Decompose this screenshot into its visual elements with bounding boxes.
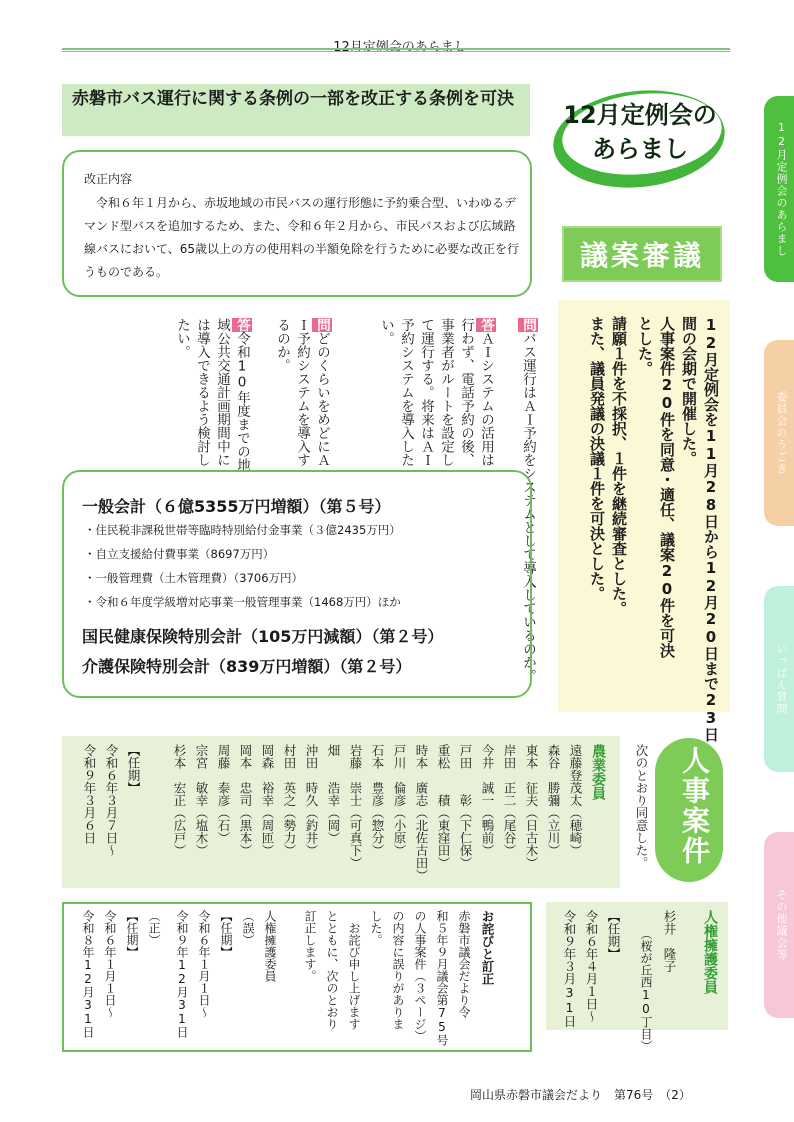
jinji-intro: 次のとおり同意した。 [634,744,649,869]
tab-teireikai[interactable]: 12月定例会のあらまし [764,96,794,282]
budget-nhi: 国民健康保険特別会計（105万円減額）（第２号） [82,627,444,646]
qa-question-1: 問バス運行はＡＩ予約をシステムとして導入しているのか。 [520,318,536,683]
correction-line: （正） [147,910,161,946]
nogyo-member: 杉本 宏正（広戸） [172,744,187,857]
nogyo-term-start: 令和６年３月７日～ [104,744,119,857]
correction-line: とともに、次のとおり [325,910,339,1030]
budget-item: ・一般管理費（土木管理費）（3706万円） [84,571,304,585]
correction-line: の人事案件（３ページ） [413,910,427,1042]
jinji-label: 人事案件 [678,746,711,866]
budget-item: ・自立支援給付費事業（8697万円） [84,547,275,561]
nogyo-member: 岡本 忠司（黒本） [238,744,253,857]
correction-line: 訂正します。 [303,910,317,982]
nogyo-term-end: 令和９年３月６日 [82,744,97,844]
header-rule-thin [62,51,730,52]
question-tag: 問 [314,318,330,332]
question-tag: 問 [520,318,536,332]
summary-line: また、議員発議の決議１件を可決とした。 [588,316,606,601]
nogyo-member: 石本 豊彦（惣分） [370,744,385,857]
correction-line: の内容に誤りがありま [391,910,405,1030]
summary-line: 間の会期で開催した。 [680,316,698,466]
ordinance-title: 赤磐市バス運行に関する条例の一部を改正する条例を可決 [72,89,514,109]
nogyo-member: 今井 誠一（鴨前） [480,744,495,857]
nogyo-member: 重松 積（東窪田） [436,744,451,869]
nogyo-member: 時本 廣志（北佐古田） [414,744,429,882]
correction-line: 赤磐市議会だより令 [457,910,471,1018]
summary-line: 人事案件20件を同意・適任、議案20件を可決 [658,316,676,658]
title-bubble-text: 12月定例会の あらまし [563,101,717,163]
correction-line: （誤） [241,910,255,946]
answer-tag: 答 [478,318,494,332]
summary-line: 12月定例会を11月28日から12月20日まで23日 [702,316,720,742]
nogyo-member: 周藤 泰彦（石） [216,744,231,844]
jinken-term-end: 令和９年３月31日 [562,910,577,1028]
nogyo-member: 畑 浩幸（岡） [326,744,341,844]
qa-question-2: 問どのくらいをめどにＡＩ予約システムを導入するのか。 [274,318,330,467]
tab-iinkai[interactable]: 委員会のうごき [764,340,794,526]
nogyo-member: 岡森 裕幸（周匝） [260,744,275,857]
correction-heading: お詫びと訂正 [480,910,495,985]
correction-line: 令和６年１月１日～ [103,910,117,1018]
qa-answer-2: 答令和10年度までの地域公共交通計画期間中には導入できるよう検討したい。 [174,318,250,472]
nogyo-member: 宗宮 敏幸（塩木） [194,744,209,857]
correction-line: 人権擁護委員 [263,910,277,982]
nogyo-member: 村田 英之（勢力） [282,744,297,857]
revision-heading: 改正内容 [84,172,133,186]
nogyo-heading: 農業委員 [590,744,606,800]
nogyo-term-label: 【任期】 [126,744,141,794]
page-header-title [300,36,500,55]
nogyo-member: 戸田 彰（下仁保） [458,744,473,869]
nogyo-member: 岩藤 崇士（可真下） [348,744,363,869]
summary-line: 請願１件を不採択、１件を継続審査とした。 [610,316,628,616]
jinken-member: 杉井 隆子 [662,910,677,973]
correction-line: 令和８年12月31日 [81,910,95,1038]
correction-line: 【任期】 [125,910,139,958]
budget-item: ・住民税非課税世帯等臨時特別給付金事業（３億2435万円） [84,523,401,537]
nogyo-member: 森谷 勝彌（立川） [546,744,561,857]
summary-line: とした。 [636,316,654,376]
page-footer: 岡山県赤磐市議会だより 第76号 （2） [470,1088,691,1102]
budget-general: 一般会計（６億5355万円増額）（第５号） [82,497,391,516]
jinken-heading: 人権擁護委員 [702,910,718,994]
gian-shingi-label: 議案審議 [562,226,722,282]
jinken-area: （桜が丘西10丁目） [639,928,653,1052]
correction-line: した。 [369,910,383,946]
answer-tag: 答 [234,318,250,332]
nogyo-member: 東本 征夫（日古木） [524,744,539,869]
revision-body: 令和６年１月から、赤坂地域の市民バスの運行形態に予約乗合型、いわゆるデマンド型バスを追加するため、また、令和６年２月から、市民バスおよび広域路線バスにおいて、65歳以上の方の使用料の半額免除を行うために必要な改正を行うものである。 [84,196,520,279]
budget-item: ・令和６年度学級増対応事業一般管理事業（1468万円）ほか [84,595,401,609]
nogyo-member: 遠藤登茂太（穂崎） [568,744,583,857]
correction-line: 和５年９月議会第75号 [435,910,449,1046]
correction-line: お詫び申し上げます [347,910,361,1030]
qa-answer-1: 答ＡＩシステムの活用は行わず、電話予約の後、事業者がルートを設定して運行する。将来はＡＩ予約システムを導入したい。 [378,318,494,467]
header-rule [62,48,730,50]
nogyo-member: 岸田 正二（尾谷） [502,744,517,857]
budget-care: 介護保険特別会計（839万円増額）（第２号） [82,657,412,676]
tab-ippan-shitsumon[interactable]: いっぱん質問 [764,586,794,772]
correction-line: 令和６年１月１日～ [197,910,211,1018]
correction-line: 【任期】 [219,910,233,958]
nogyo-member: 戸川 倫彦（小原） [392,744,407,857]
nogyo-member: 沖田 時久（釣井） [304,744,319,857]
correction-line: 令和９年12月31日 [175,910,189,1038]
jinken-term-start: 令和６年４月１日～ [584,910,599,1023]
tab-sonota[interactable]: その他議会等 [764,832,794,1018]
jinken-term-label: 【任期】 [606,910,621,960]
